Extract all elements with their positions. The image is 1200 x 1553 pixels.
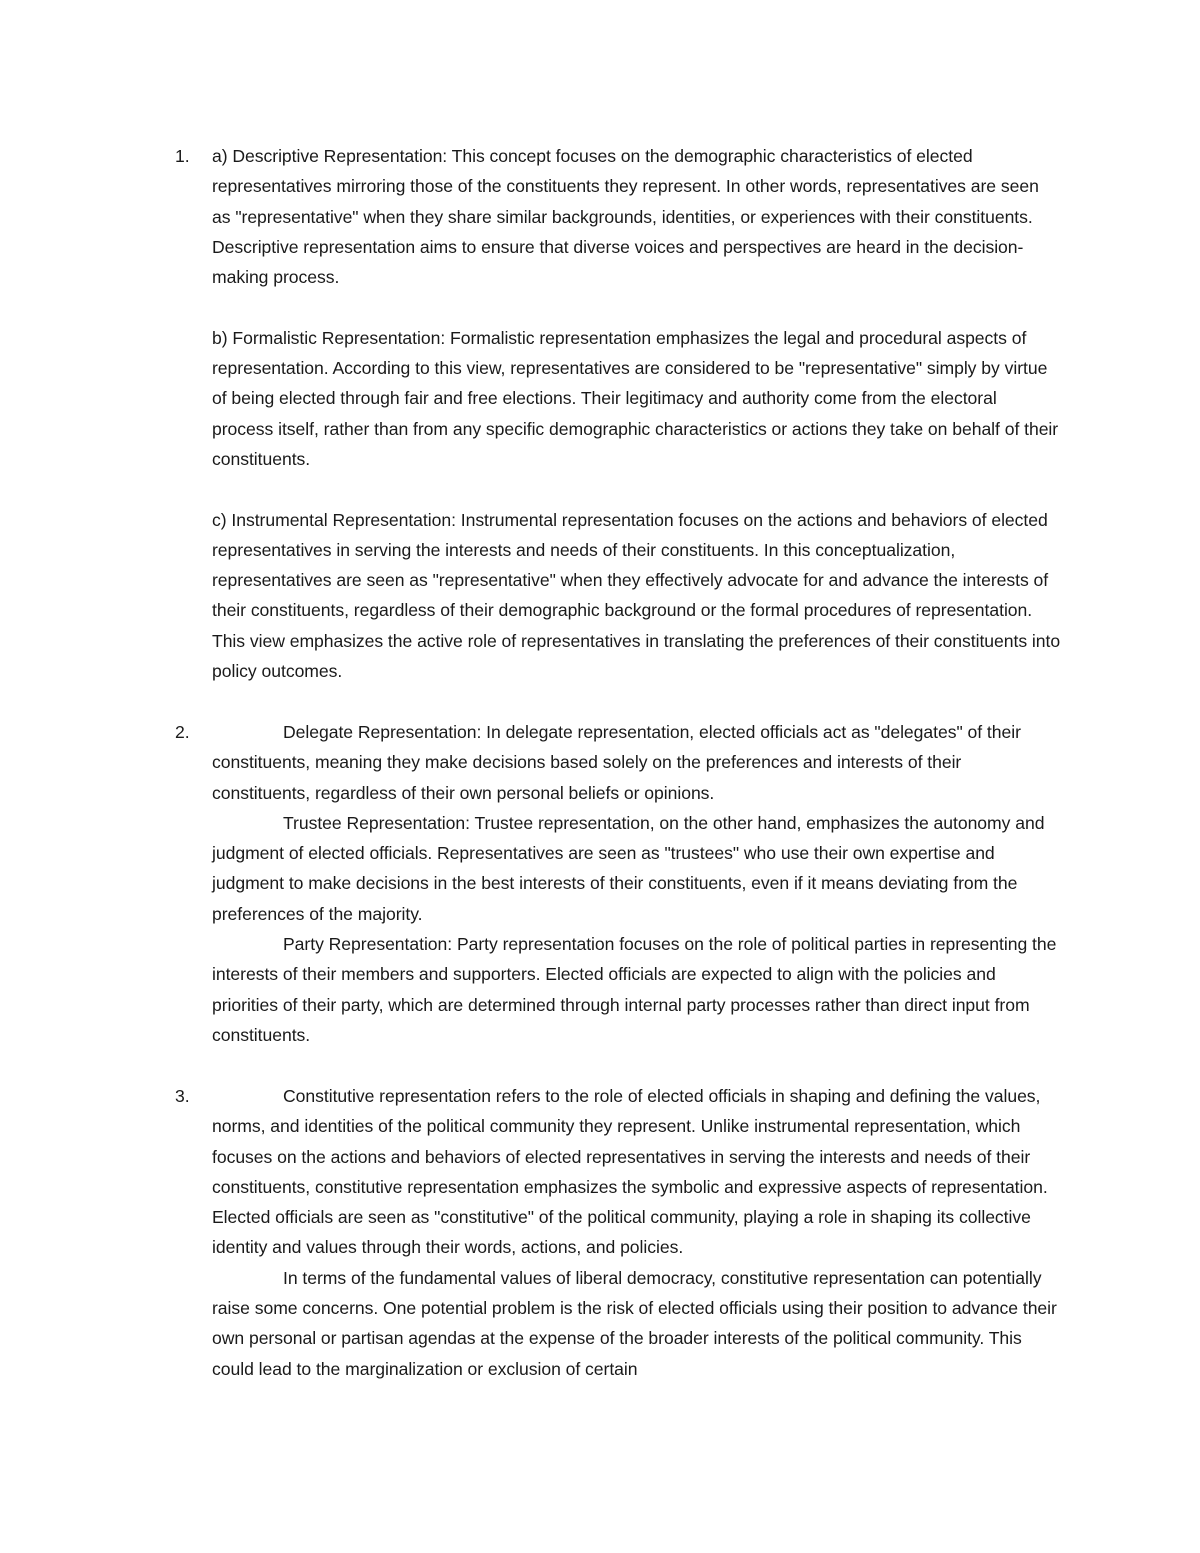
list-item-1 [175,141,1062,686]
paragraph-gap [212,292,1062,322]
list-number: 1. [175,146,190,166]
paragraph-trustee-representation [212,808,1062,929]
paragraph-instrumental-representation: c) Instrumental Representation: Instrumental representation focuses on the actions and behaviors of elected representatives in serving the interests and needs of their constituents. In this conceptualization, representatives are seen as "representative" when they effectively advocate for and advance the interests of their constituents, regardless of their demographic background or the formal procedures of representation. This view emphasizes the active role of representatives in translating the preferences of their constituents into policy outcomes. [212,509,1061,682]
paragraph-descriptive-representation: a) Descriptive Representation: This concept focuses on the demographic characteristics of elected representatives mirroring those of the constituents they represent. In other words, representatives are seen as "representative" when they share similar backgrounds, identities, or experiences with their constituents. Descriptive representation aims to ensure that diverse voices and perspectives are heard in the decision-making process. [212,146,1039,288]
list-number: 3. [175,1086,190,1106]
paragraph-text: Constitutive representation refers to the role of elected officials in shaping and defining the values, norms, and identities of the political community they represent. Unlike instrumental representation, which focuses on the actions and behaviors of elected representatives in serving the interests and needs of their constituents, constitutive representation emphasizes the symbolic and expressive aspects of representation. Elected officials are seen as "constitutive" of the political community, playing a role in shaping its collective identity and values through their words, actions, and policies. [212,1086,1048,1258]
paragraph-text: Trustee Representation: Trustee representation, on the other hand, emphasizes the autonomy and judgment of elected officials. Representatives are seen as "trustees" who use their own expertise and judgment to make decisions in the best interests of their constituents, even if it means deviating from the preferences of the majority. [212,812,1045,924]
list-item-3 [175,1081,1062,1384]
paragraph-gap [212,474,1062,504]
paragraph-party-representation [212,929,1062,1050]
paragraph-text: Delegate Representation: In delegate representation, elected officials act as "delegates" of their constituents, meaning they make decisions based solely on the preferences and interests of their constituents, regardless of their own personal beliefs or opinions. [212,722,1021,803]
paragraph-constitutive-representation [212,1081,1062,1263]
paragraph-delegate-representation [212,717,1062,808]
list-number: 2. [175,722,190,742]
paragraph-text: In terms of the fundamental values of liberal democracy, constitutive representation can potentially raise some concerns. One potential problem is the risk of elected officials using their position to advance their own personal or partisan agendas at the expense of the broader interests of the political community. This could lead to the marginalization or exclusion of certain [212,1267,1057,1379]
paragraph-formalistic-representation: b) Formalistic Representation: Formalistic representation emphasizes the legal and procedural aspects of representation. According to this view, representatives are considered to be "representative" simply by virtue of being elected through fair and free elections. Their legitimacy and authority come from the electoral process itself, rather than from any specific demographic characteristics or actions they take on behalf of their constituents. [212,327,1059,469]
paragraph-liberal-democracy-concerns [212,1263,1062,1384]
list-item-2 [175,717,1062,1050]
paragraph-text: Party Representation: Party representation focuses on the role of political parties in representing the interests of their members and supporters. Elected officials are expected to align with the policies and priorities of their party, which are determined through internal party processes rather than direct input from constituents. [212,934,1057,1045]
